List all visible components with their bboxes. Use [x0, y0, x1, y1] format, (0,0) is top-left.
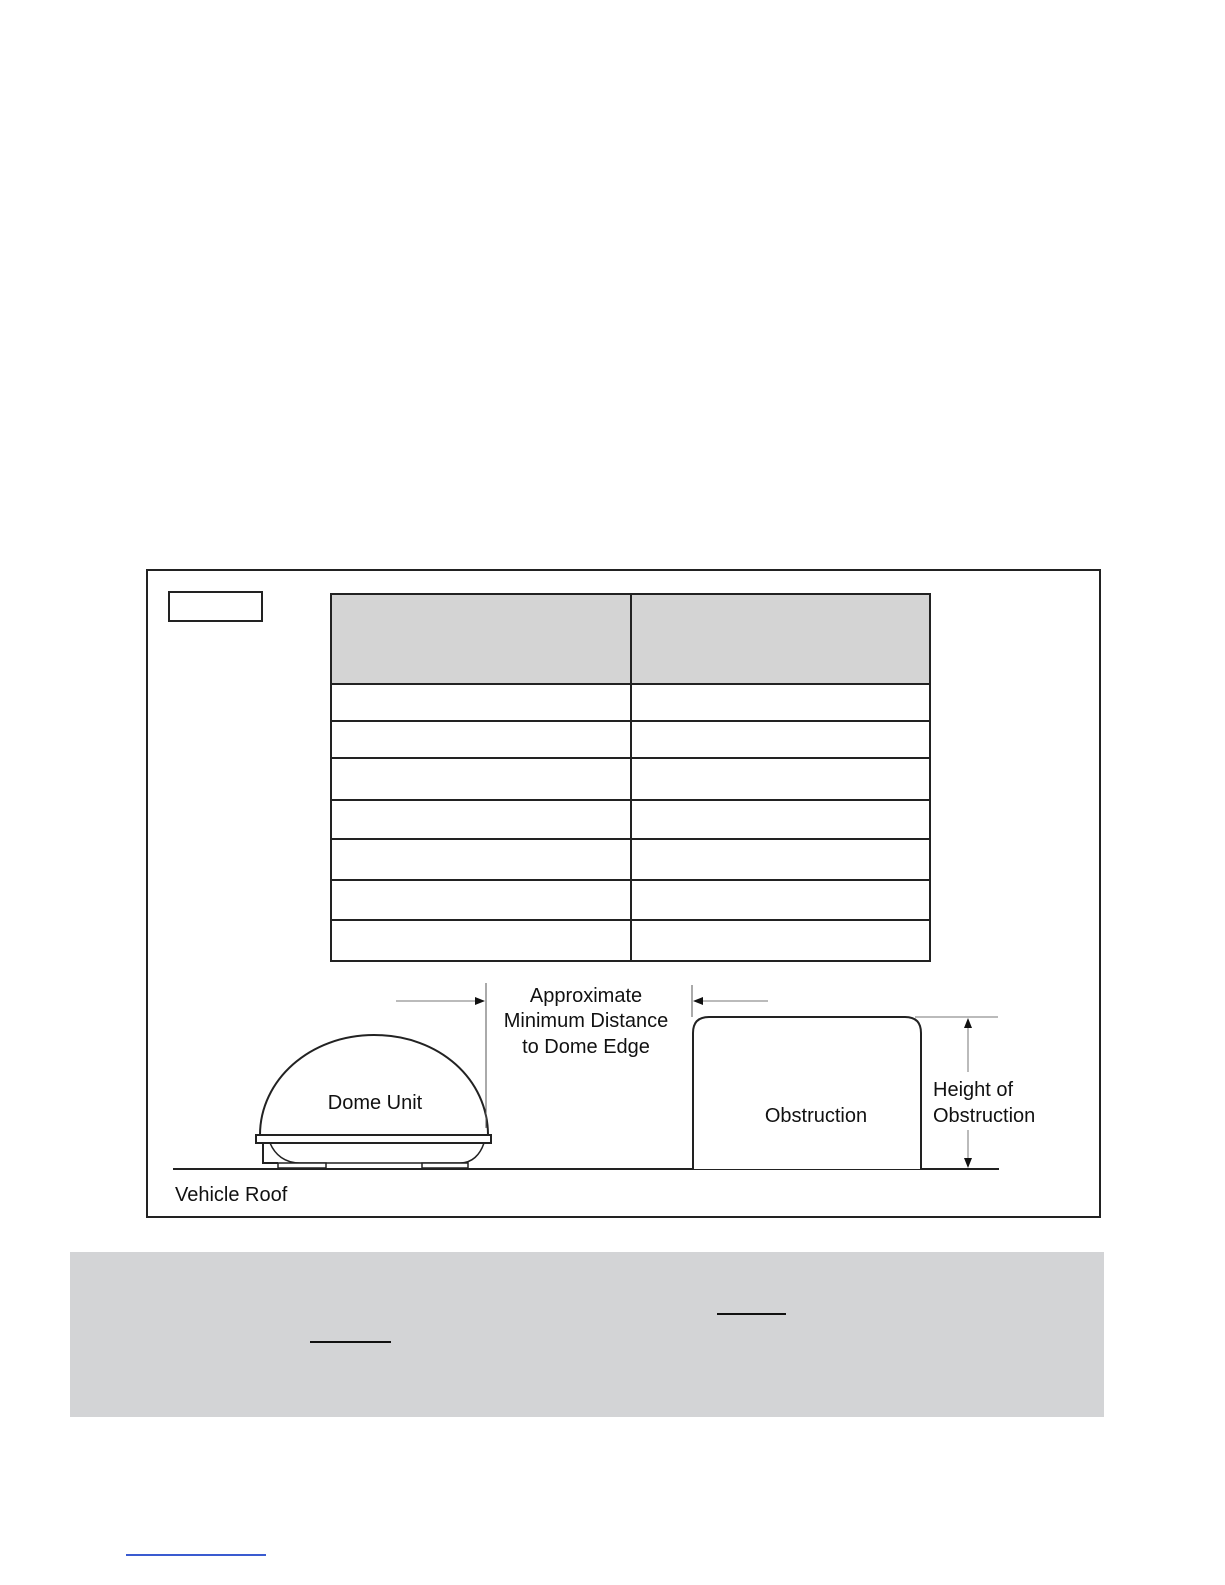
vehicle-roof-label: Vehicle Roof: [175, 1184, 288, 1206]
dome-foot-right: [422, 1163, 468, 1168]
footer-link-underline[interactable]: [126, 1554, 266, 1556]
height-label-line2: Obstruction: [933, 1105, 1036, 1127]
distance-label-line2: Minimum Distance: [503, 1010, 669, 1032]
dome-base-skirt: [270, 1143, 484, 1163]
height-label-line1: Height of: [933, 1079, 1014, 1101]
obstruction-label: Obstruction: [764, 1105, 868, 1127]
dome-unit-label: Dome Unit: [327, 1092, 423, 1114]
dome-base-rim: [256, 1135, 491, 1143]
distance-label-line1: Approximate: [529, 985, 643, 1007]
note-box: [70, 1252, 1104, 1417]
note-underline-mark: [310, 1341, 391, 1343]
note-underline-mark: [717, 1313, 786, 1315]
obstruction-shape: [693, 1017, 921, 1169]
dome-foot-left: [278, 1163, 326, 1168]
distance-label-line3: to Dome Edge: [522, 1036, 650, 1058]
dome-shell: [260, 1035, 488, 1135]
